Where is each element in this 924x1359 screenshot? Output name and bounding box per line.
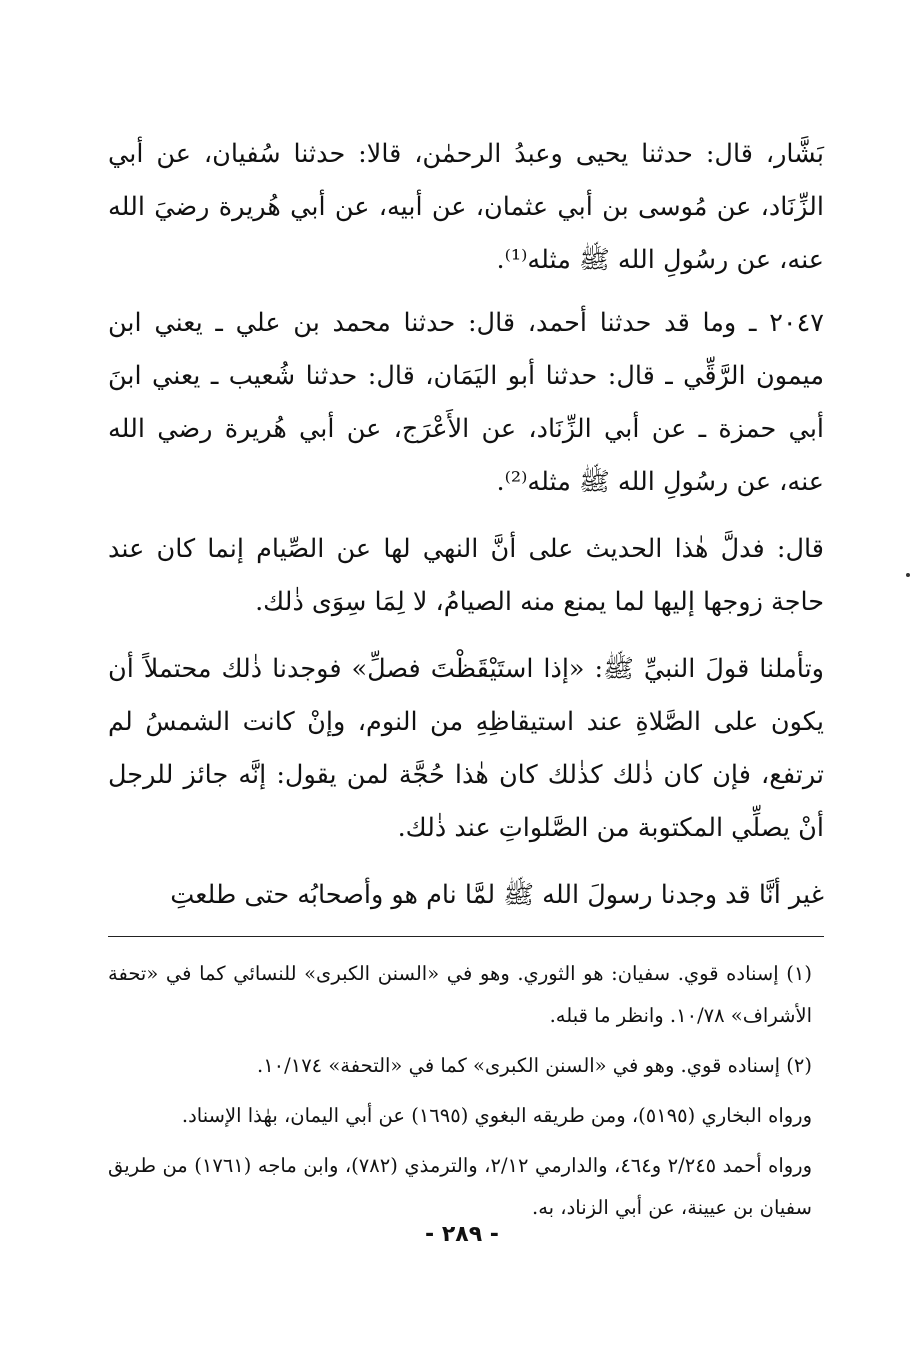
page-number: - ٢٨٩ -: [425, 1222, 499, 1247]
paragraph-closing: غير أنَّا قد وجدنا رسولَ الله ﷺ لمَّا نام هو وأصحابُه حتى طلعتِ: [170, 880, 824, 910]
main-text: [108, 128, 824, 922]
paragraph-commentary: قال: فدلَّ هٰذا الحديث على أنَّ النهي لها عن الصِّيام إنما كان عند حاجة زوجها إليها لما يمنع منه الصيامُ، لا لِمَا سِوَى ذٰلك.: [108, 534, 824, 617]
paragraph-reflection: وتأملنا قولَ النبيِّ ﷺ: «إذا استَيْقَظْتَ فصلِّ» فوجدنا ذٰلك محتملاً أن يكون على الصَّلاةِ عند استيقاظِهِ من النوم، وإنْ كانت الشمسُ لم ترتفع، فإن كان ذٰلك كذٰلك كان هٰذا حُجَّة لمن يقول: إنَّه جائز للرجل أنْ يصلِّي المكتوبة من الصَّلواتِ عند ذٰلك.: [108, 654, 824, 843]
scan-speck: [906, 573, 910, 577]
hadith-2047: ٢٠٤٧ ـ وما قد حدثنا أحمد، قال: حدثنا محمد بن علي ـ يعني ابن ميمون الرَّقِّي ـ قال: حدثنا أبو اليَمَان، قال: حدثنا شُعيب ـ يعني ابنَ أبي حمزة ـ عن أبي الزِّنَاد، عن الأَعْرَج، عن أبي هُريرة رضي الله عنه، عن رسُولِ الله ﷺ مثله⁽²⁾.: [108, 308, 824, 497]
footnotes: [108, 953, 824, 1229]
paragraph-continuation: بَشَّار، قال: حدثنا يحيى وعبدُ الرحمٰن، قالا: حدثنا سُفيان، عن أبي الزِّنَاد، عن مُوسى بن أبي عثمان، عن أبيه، عن أبي هُريرة رضيَ الله عنه، عن رسُولِ الله ﷺ مثله⁽¹⁾.: [108, 139, 824, 275]
footnote-2: (٢) إسناده قوي. وهو في «السنن الكبرى» كما في «التحفة» ١٠/١٧٤.: [257, 1054, 812, 1077]
footnote-divider: [108, 936, 824, 937]
footnote-1: (١) إسناده قوي. سفيان: هو الثوري. وهو في «السنن الكبرى» للنسائي كما في «تحفة الأشراف» ١٠/٧٨. وانظر ما قبله.: [108, 962, 812, 1027]
footnote-2-continuation-2: ورواه أحمد ٢/٢٤٥ و٤٦٤، والدارمي ٢/١٢، والترمذي (٧٨٢)، وابن ماجه (١٧٦١) من طريق سفيان بن عيينة، عن أبي الزناد، به.: [108, 1154, 813, 1219]
page-content: [108, 128, 824, 1237]
footnote-2-continuation: ورواه البخاري (٥١٩٥)، ومن طريقه البغوي (١٦٩٥) عن أبي اليمان، بهٰذا الإسناد.: [181, 1104, 812, 1127]
